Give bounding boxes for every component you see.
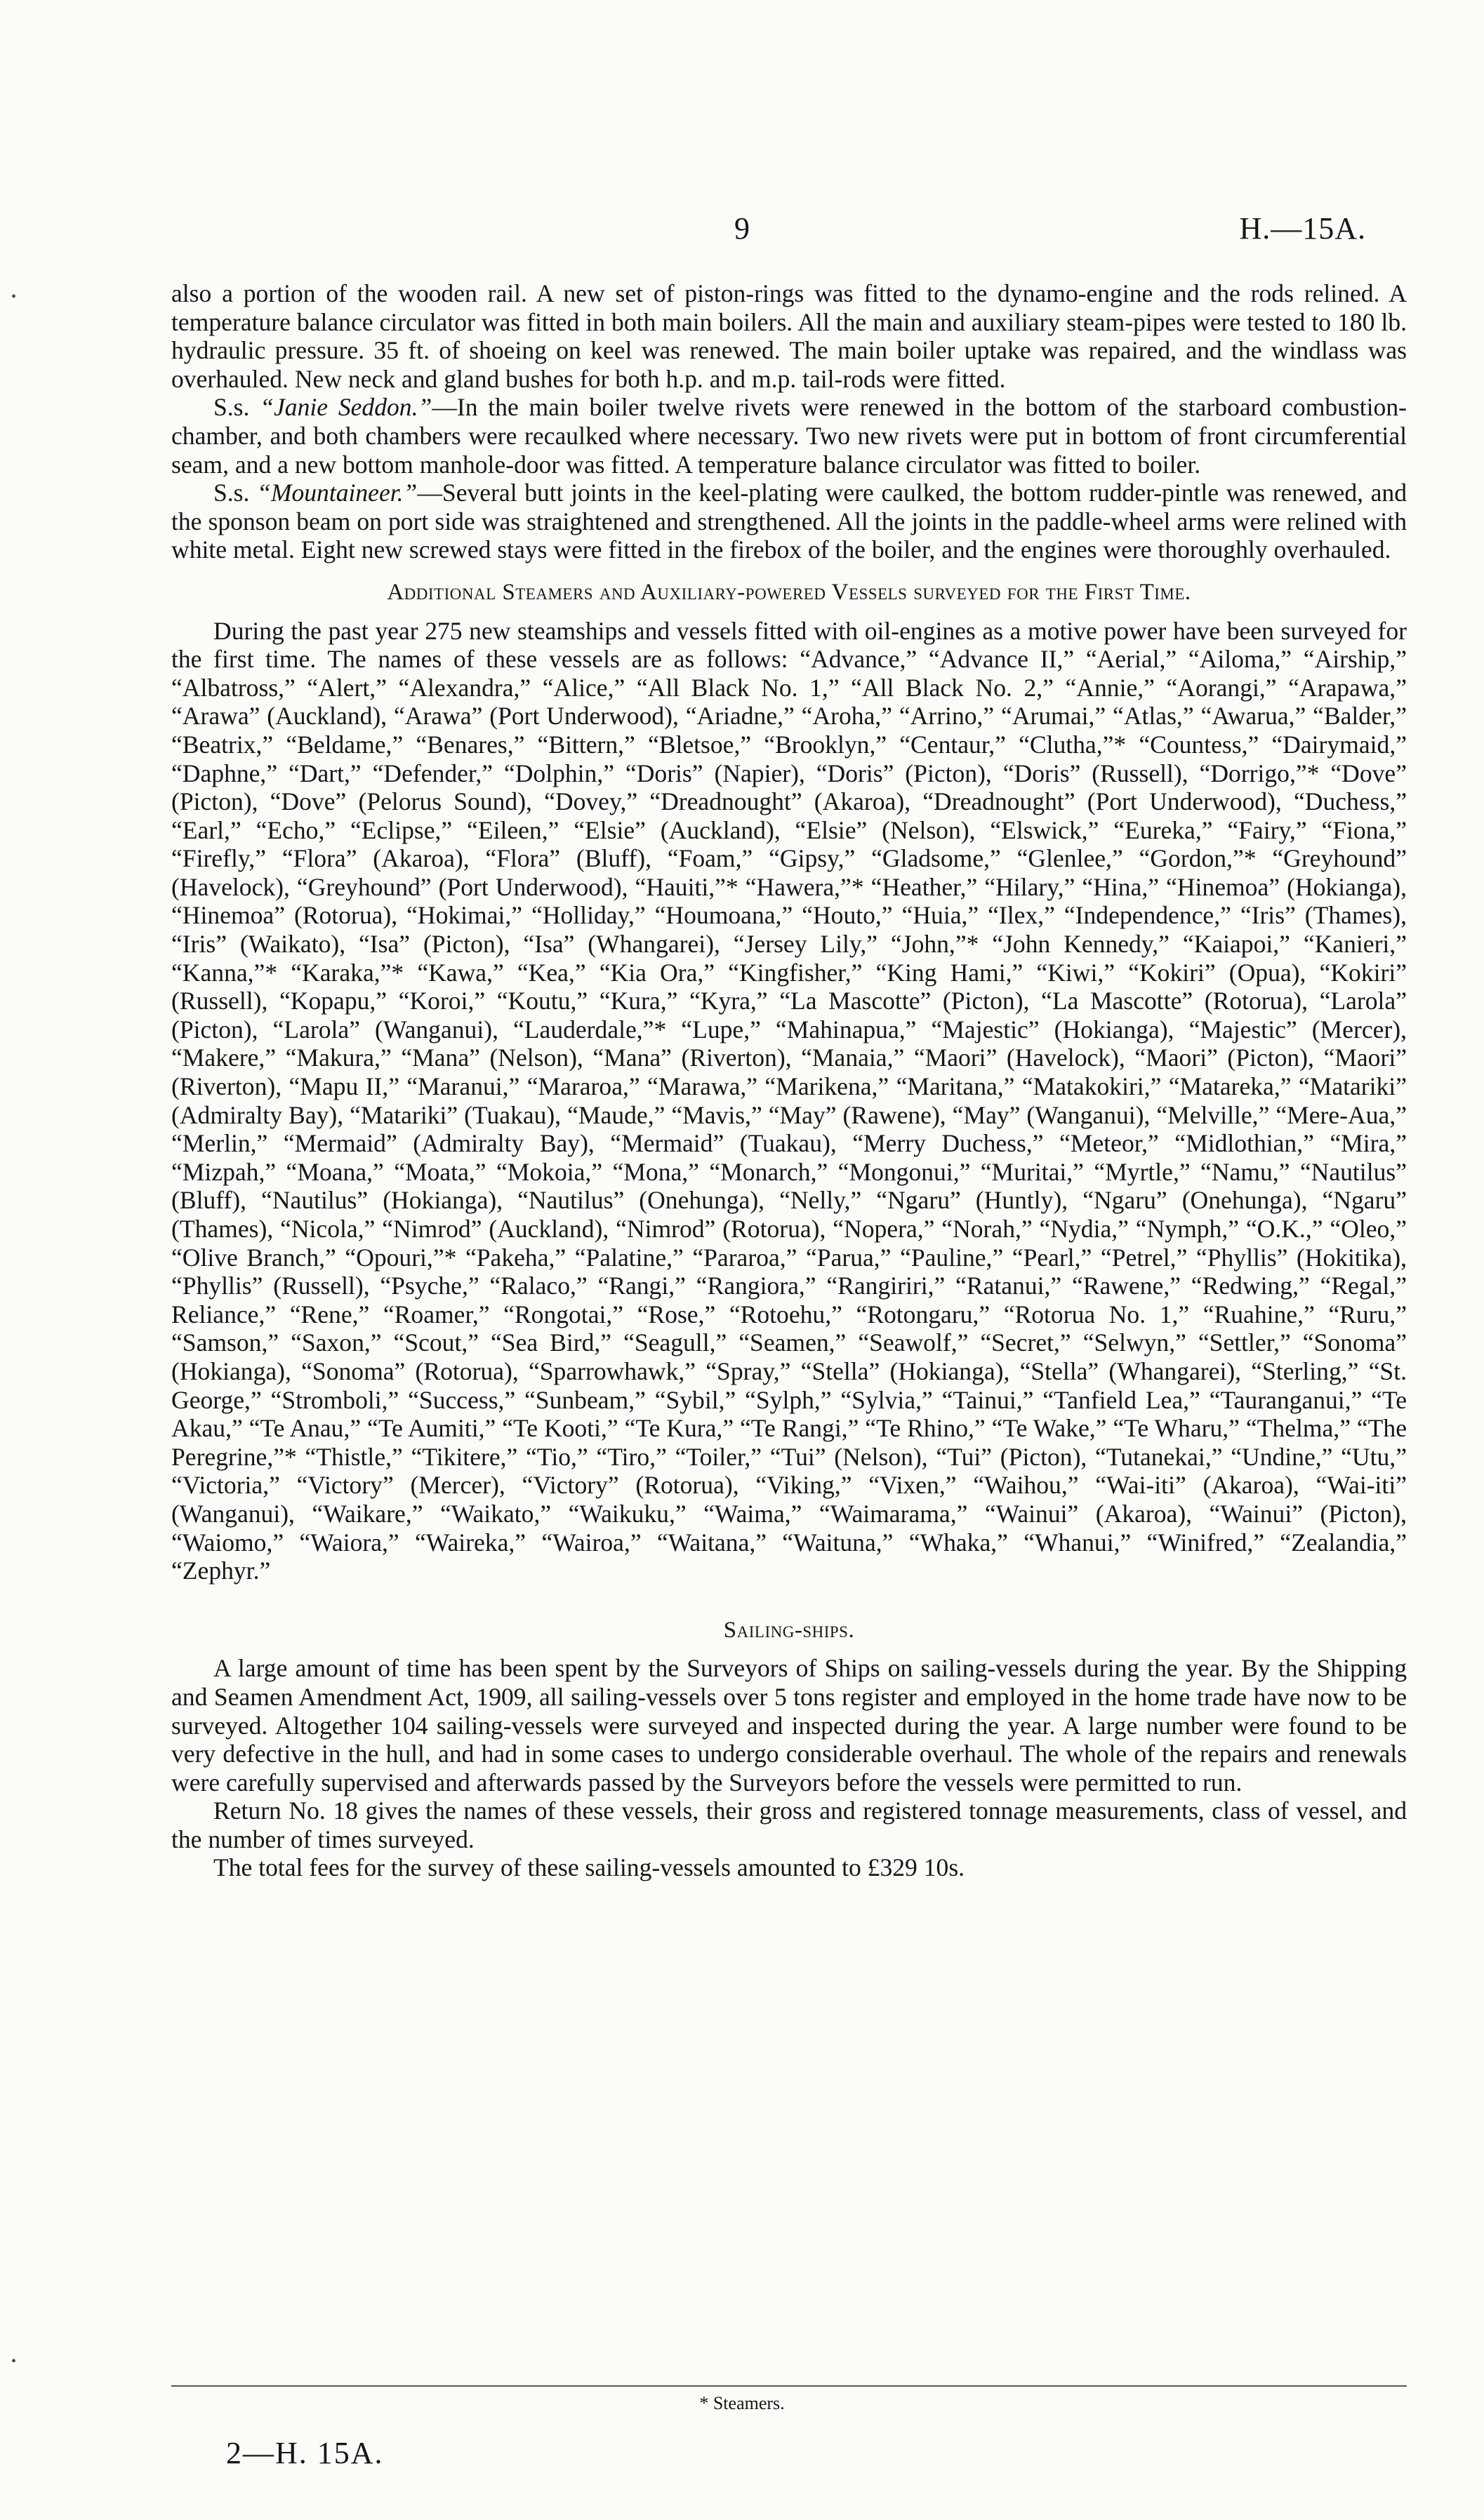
vessel-prefix: S.s. bbox=[213, 393, 260, 422]
margin-mark: • bbox=[11, 289, 17, 305]
vessel-name: “Janie Seddon.” bbox=[260, 393, 432, 422]
vessel-prefix: S.s. bbox=[213, 479, 258, 507]
section-heading-sailing-ships: Sailing-ships. bbox=[723, 1617, 855, 1643]
signature-mark: 2—H. 15A. bbox=[226, 2436, 384, 2470]
intro-paragraph: also a portion of the wooden rail. A new set of piston-rings was fitted to the dynamo-engine and the rods relined. A temperature balance circulator was fitted in both main boilers. All the main and auxiliary steam-pipes were tested to 180 lb. hydraulic pressure. 35 ft. of shoeing on keel was renewed. The main boiler uptake was repaired, and the windlass was overhauled. New neck and gland bushes for both h.p. and m.p. tail-rods were fitted. bbox=[171, 279, 1407, 393]
sailing-paragraph: Return No. 18 gives the names of these vessels, their gross and registered tonnage measurements, class of vessel, and the number of times surveyed. bbox=[171, 1796, 1407, 1853]
vessel-name: “Mountaineer.” bbox=[257, 479, 418, 507]
sailing-paragraph: The total fees for the survey of these sailing-vessels amounted to £329 10s. bbox=[213, 1853, 965, 1882]
footnote-divider bbox=[171, 2385, 1407, 2387]
margin-mark: • bbox=[11, 2354, 17, 2369]
page-body bbox=[171, 279, 1407, 1882]
vessel-list-paragraph: During the past year 275 new steamships and vessels fitted with oil-engines as a motive power have been surveyed for the first time. The names of these vessels are as follows: “Advance,” “Advance II,” “Aerial,” “Ailoma,” “Airship,” “Albatross,” “Alert,” “Alexandra,” “Alice,” “All Black No. 1,” “All Black No. 2,” “Annie,” “Aorangi,” “Arapawa,” “Arawa” (Auckland), “Arawa” (Port Underwood), “Ariadne,” “Aroha,” “Arrino,” “Arumai,” “Atlas,” “Awarua,” “Balder,” “Beatrix,” “Beldame,” “Benares,” “Bittern,” “Bletsoe,” “Brooklyn,” “Centaur,” “Clutha,”* “Countess,” “Dairymaid,” “Daphne,” “Dart,” “Defender,” “Dolphin,” “Doris” (Napier), “Doris” (Picton), “Doris” (Russell), “Dorrigo,”* “Dove” (Picton), “Dove” (Pelorus Sound), “Dovey,” “Dreadnought” (Akaroa), “Dreadnought” (Port Underwood), “Duchess,” “Earl,” “Echo,” “Eclipse,” “Eileen,” “Elsie” (Auckland), “Elsie” (Nelson), “Elswick,” “Eureka,” “Fairy,” “Fiona,” “Firefly,” “Flora” (Akaroa), “Flora” (Bluff), “Foam,” “Gipsy,” “Gladsome,” “Glenlee,” “Gordon,”* “Greyhound” (Havelock), “Greyhound” (Port Underwood), “Hauiti,”* “Hawera,”* “Heather,” “Hilary,” “Hina,” “Hinemoa” (Hokianga), “Hinemoa” (Rotorua), “Hokimai,” “Holliday,” “Houmoana,” “Houto,” “Huia,” “Ilex,” “Independence,” “Iris” (Thames), “Iris” (Waikato), “Isa” (Picton), “Isa” (Whangarei), “Jersey Lily,” “John,”* “John Kennedy,” “Kaiapoi,” “Kanieri,” “Kanna,”* “Karaka,”* “Kawa,” “Kea,” “Kia Ora,” “Kingfisher,” “King Hami,” “Kiwi,” “Kokiri” (Opua), “Kokiri” (Russell), “Kopapu,” “Koroi,” “Koutu,” “Kura,” “Kyra,” “La Mascotte” (Picton), “La Mascotte” (Rotorua), “Larola” (Picton), “Larola” (Wanganui), “Lauderdale,”* “Lupe,” “Mahinapua,” “Majestic” (Hokianga), “Majestic” (Mercer), “Makere,” “Makura,” “Mana” (Nelson), “Mana” (Riverton), “Manaia,” “Maori” (Havelock), “Maori” (Picton), “Maori” (Riverton), “Mapu II,” “Maranui,” “Mararoa,” “Marawa,” “Marikena,” “Maritana,” “Matakokiri,” “Matareka,” “Matariki” (Admiralty Bay), “Matariki” (Tuakau), “Maude,” “Mavis,” “May” (Rawene), “May” (Wanganui), “Melville,” “Mere-Aua,” “Merlin,” “Mermaid” (Admiralty Bay), “Mermaid” (Tuakau), “Merry Duchess,” “Meteor,” “Midlothian,” “Mira,” “Mizpah,” “Moana,” “Moata,” “Mokoia,” “Mona,” “Monarch,” “Mongonui,” “Muritai,” “Myrtle,” “Namu,” “Nautilus” (Bluff), “Nautilus” (Hokianga), “Nautilus” (Onehunga), “Nelly,” “Ngaru” (Huntly), “Ngaru” (Onehunga), “Ngaru” (Thames), “Nicola,” “Nimrod” (Auckland), “Nimrod” (Rotorua), “Nopera,” “Norah,” “Nydia,” “Nymph,” “O.K.,” “Oleo,” “Olive Branch,” “Opouri,”* “Pakeha,” “Palatine,” “Pararoa,” “Parua,” “Pauline,” “Pearl,” “Petrel,” “Phyllis” (Hokitika), “Phyllis” (Russell), “Psyche,” “Ralaco,” “Rangi,” “Rangiora,” “Rangiriri,” “Ratanui,” “Rawene,” “Redwing,” “Regal,” Reliance,” “Rene,” “Roamer,” “Rongotai,” “Rose,” “Rotoehu,” “Rotongaru,” “Rotorua No. 1,” “Ruahine,” “Ruru,” “Samson,” “Saxon,” “Scout,” “Sea Bird,” “Seagull,” “Seamen,” “Seawolf,” “Secret,” “Selwyn,” “Settler,” “Sonoma” (Hokianga), “Sonoma” (Rotorua), “Sparrowhawk,” “Spray,” “Stella” (Hokianga), “Stella” (Whangarei), “Sterling,” “St. George,” “Stromboli,” “Success,” “Sunbeam,” “Sybil,” “Sylph,” “Sylvia,” “Tainui,” “Tanfield Lea,” “Tauranganui,” “Te Akau,” “Te Anau,” “Te Aumiti,” “Te Kooti,” “Te Kura,” “Te Rangi,” “Te Rhino,” “Te Wake,” “Te Wharu,” “Thelma,” “The Peregrine,”* “Thistle,” “Tikitere,” “Tio,” “Tiro,” “Toiler,” “Tui” (Nelson), “Tui” (Picton), “Tutanekai,” “Undine,” “Utu,” “Victoria,” “Victory” (Mercer), “Victory” (Rotorua), “Viking,” “Vixen,” “Waihou,” “Wai-iti” (Akaroa), “Wai-iti” (Wanganui), “Waikare,” “Waikato,” “Waikuku,” “Waima,” “Waimarama,” “Wainui” (Akaroa), “Wainui” (Picton), “Waiomo,” “Waiora,” “Waireka,” “Wairoa,” “Waitana,” “Waituna,” “Whaka,” “Whanui,” “Winifred,” “Zealandia,” “Zephyr.” bbox=[171, 616, 1407, 1585]
document-reference: H.—15A. bbox=[1239, 211, 1366, 246]
section-heading-additional-steamers: Additional Steamers and Auxiliary-powered Vessels surveyed for the First Time. bbox=[387, 579, 1191, 605]
paragraph-text: —Several butt joints in the keel-plating were caulked, the bottom rudder-pintle was renewed, and the sponson beam on port side was straightened and strengthened. All the joints in the paddle-wheel arms were relined with white metal. Eight new screwed stays were fitted in the firebox of the boiler, and the engines were thoroughly overhauled. bbox=[171, 479, 1407, 564]
janie-seddon-paragraph bbox=[171, 393, 1407, 479]
mountaineer-paragraph bbox=[171, 479, 1407, 564]
sailing-paragraph: A large amount of time has been spent by the Surveyors of Ships on sailing-vessels during the year. By the Shipping and Seamen Amendment Act, 1909, all sailing-vessels over 5 tons register and employed in the home trade have now to be surveyed. Altogether 104 sailing-vessels were surveyed and inspected during the year. A large number were found to be very defective in the hull, and had in some cases to undergo considerable overhaul. The whole of the repairs and renewals were carefully supervised and afterwards passed by the Surveyors before the vessels were permitted to run. bbox=[171, 1654, 1407, 1796]
footnote: * Steamers. bbox=[699, 2393, 785, 2413]
page-number: 9 bbox=[734, 211, 750, 246]
paragraph-text: —In the main boiler twelve rivets were renewed in the bottom of the starboard combustion-chamber, and both chambers were recaulked where necessary. Two new rivets were put in bottom of front circumferential seam, and a new bottom manhole-door was fitted. A temperature balance circulator was fitted to boiler. bbox=[171, 393, 1407, 479]
